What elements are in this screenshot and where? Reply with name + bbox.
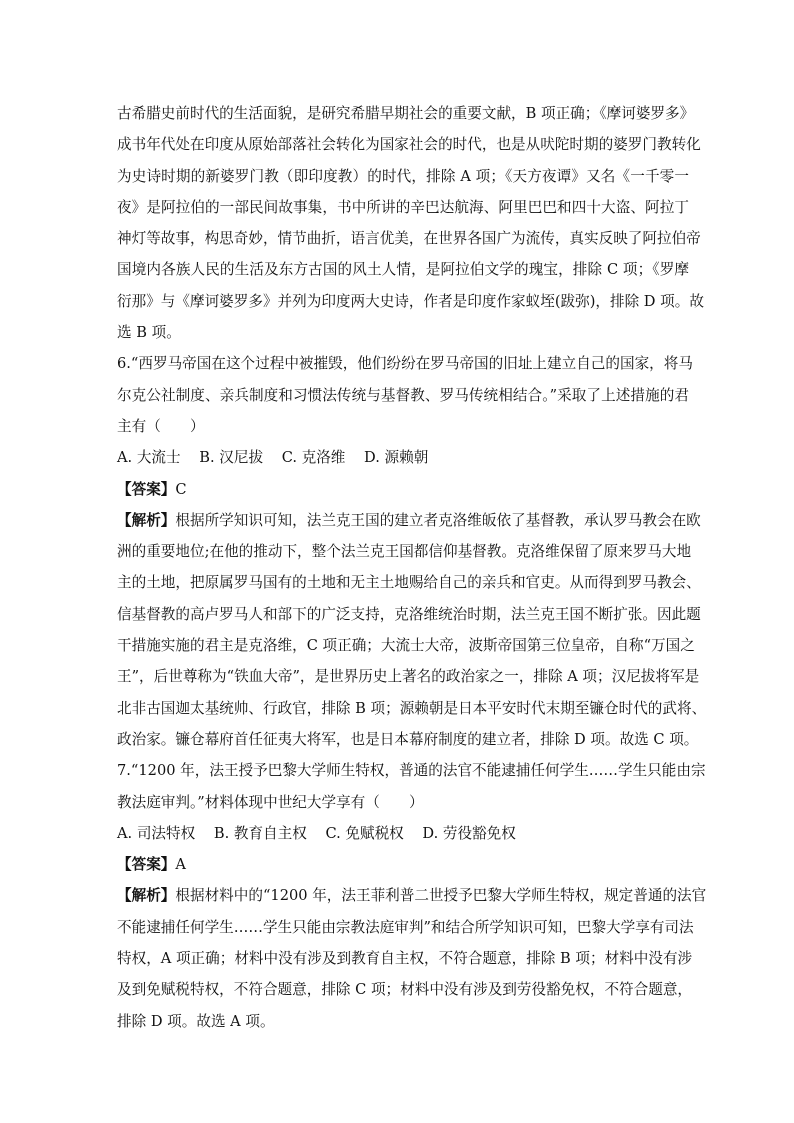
answer-label: 【答案】 bbox=[117, 480, 176, 498]
paragraph-line: 为史诗时期的新婆罗门教（即印度教）的时代，排除 A 项；《天方夜谭》又名《一千零一 bbox=[117, 167, 689, 185]
question-7 bbox=[117, 755, 707, 1037]
explanation-line: 及到免赋税特权，不符合题意，排除 C 项；材料中没有涉及到劳役豁免权，不符合题意， bbox=[117, 981, 693, 999]
question-stem-line: 尔克公社制度、亲兵制度和习惯法传统与基督教、罗马传统相结合。”采取了上述措施的君 bbox=[117, 386, 689, 404]
question-6 bbox=[117, 348, 707, 755]
explanation-line: 洲的重要地位;在他的推动下，整个法兰克王国都信仰基督教。克洛维保留了原来罗马大地 bbox=[117, 543, 692, 561]
answer-value: C bbox=[175, 480, 187, 498]
answer-line bbox=[117, 474, 689, 505]
question-stem-line: 教法庭审判。”材料体现中世纪大学享有（ ） bbox=[117, 793, 424, 811]
option-d: D. 劳役豁免权 bbox=[422, 824, 516, 842]
explanation-line bbox=[117, 880, 707, 911]
explanation-line: 主的土地，把原属罗马国有的土地和无主土地赐给自己的亲兵和官吏。从而得到罗马教会、 bbox=[117, 574, 701, 592]
option-a: A. 司法特权 bbox=[117, 824, 196, 842]
paragraph-line: 神灯等故事，构思奇妙，情节曲折，语言优美，在世界各国广为流传，真实反映了阿拉伯帝 bbox=[117, 230, 701, 248]
explanation-line: 排除 D 项。故选 A 项。 bbox=[117, 1012, 275, 1030]
question-stem-line: 主有（ ） bbox=[117, 417, 205, 435]
explanation-label: 【解析】 bbox=[117, 511, 176, 529]
explanation-line bbox=[117, 505, 701, 536]
explanation-label: 【解析】 bbox=[117, 887, 176, 905]
question-stem-line: 6.“西罗马帝国在这个过程中被摧毁，他们纷纷在罗马帝国的旧址上建立自己的国家，将马 bbox=[117, 355, 693, 373]
option-a: A. 大流士 bbox=[117, 449, 181, 467]
paragraph-line: 选 B 项。 bbox=[117, 324, 181, 342]
answer-options bbox=[117, 818, 689, 849]
option-b: B. 汉尼拔 bbox=[199, 449, 264, 467]
paragraph-line: 成书年代处在印度从原始部落社会转化为国家社会的时代，也是从吠陀时期的婆罗门教转化 bbox=[117, 136, 701, 154]
answer-value: A bbox=[175, 856, 186, 874]
answer-options bbox=[117, 442, 689, 473]
paragraph-line: 国境内各族人民的生活及东方古国的风土人情，是阿拉伯文学的瑰宝，排除 C 项；《罗摩 bbox=[117, 261, 689, 279]
explanation-line: 干措施实施的君主是克洛维，C 项正确；大流士大帝，波斯帝国第三位皇帝，自称“万国之 bbox=[117, 637, 695, 655]
option-d: D. 源赖朝 bbox=[364, 449, 429, 467]
explanation-text: 根据所学知识可知，法兰克王国的建立者克洛维皈依了基督教，承认罗马教会在欧 bbox=[175, 511, 701, 529]
answer-line bbox=[117, 849, 689, 880]
q5-explanation-tail bbox=[117, 98, 704, 348]
explanation-line: 特权，A 项正确；材料中没有涉及到教育自主权，不符合题意，排除 B 项；材料中没有涉 bbox=[117, 950, 693, 968]
explanation-line: 信基督教的高卢罗马人和部下的广泛支持，克洛维统治时期，法兰克王国不断扩张。因此题 bbox=[117, 605, 701, 623]
explanation-line: 王”，后世尊称为“铁血大帝”，是世界历史上著名的政治家之一，排除 A 项；汉尼拔将军是 bbox=[117, 668, 700, 686]
paragraph-line: 夜》是阿拉伯的一部民间故事集，书中所讲的辛巴达航海、阿里巴巴和四十大盗、阿拉丁 bbox=[117, 198, 689, 216]
question-stem-line: 7.“1200 年，法王授予巴黎大学师生特权，普通的法官不能逮捕任何学生……学生只能由宗 bbox=[117, 762, 706, 780]
answer-label: 【答案】 bbox=[117, 856, 176, 874]
option-b: B. 教育自主权 bbox=[213, 824, 307, 842]
paragraph-line: 衍那》与《摩诃婆罗多》并列为印度两大史诗，作者是印度作家蚁垤(跋弥)，排除 D 项。故 bbox=[117, 292, 704, 310]
explanation-text: 根据材料中的“1200 年，法王菲利普二世授予巴黎大学师生特权，规定普通的法官 bbox=[175, 887, 707, 905]
option-c: C. 克洛维 bbox=[281, 449, 346, 467]
explanation-line: 不能逮捕任何学生……学生只能由宗教法庭审判”和结合所学知识可知，巴黎大学享有司法 bbox=[117, 918, 694, 936]
explanation-line: 政治家。镰仓幕府首任征夷大将军，也是日本幕府制度的建立者，排除 D 项。故选 C 项。 bbox=[117, 730, 699, 748]
paragraph-line: 古希腊史前时代的生活面貌，是研究希腊早期社会的重要文献，B 项正确；《摩诃婆罗多》 bbox=[117, 105, 695, 122]
document-body bbox=[117, 98, 707, 1037]
explanation-line: 北非古国迦太基统帅、行政官，排除 B 项；源赖朝是日本平安时代末期至镰仓时代的武将、 bbox=[117, 699, 707, 717]
option-c: C. 免赋税权 bbox=[325, 824, 404, 842]
